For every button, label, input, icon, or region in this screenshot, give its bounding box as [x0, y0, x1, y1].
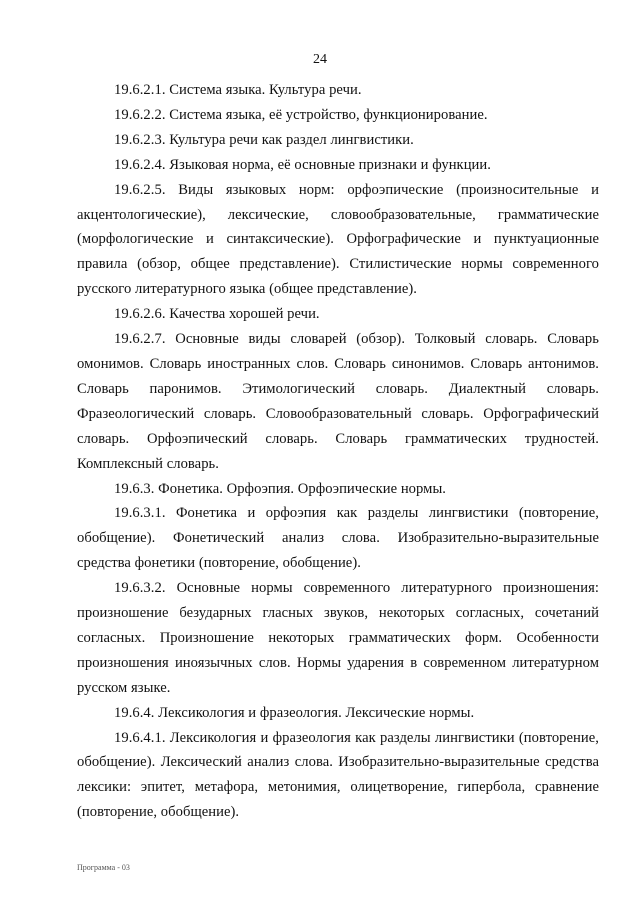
paragraph: 19.6.2.5. Виды языковых норм: орфоэпические (произносительные и акцентологические), лексические, словообразовательные, грамматические (морфологические и синтаксические). Орфографические и пунктуационные правила (обзор, общее представление). Стилистические нормы современного русского литературного языка (общее представление). — [77, 181, 599, 298]
paragraph: 19.6.4. Лексикология и фразеология. Лексические нормы. — [114, 704, 475, 721]
paragraph: 19.6.3.2. Основные нормы современного литературного произношения: произношение безударных гласных звуков, некоторых согласных, сочетаний согласных. Произношение некоторых грамматических форм. Особенности произношения иноязычных слов. Нормы ударения в современном литературном русском языке. — [77, 580, 599, 696]
document-body — [77, 78, 599, 825]
paragraph: 19.6.2.7. Основные виды словарей (обзор). Толковый словарь. Словарь омонимов. Словарь иностранных слов. Словарь синонимов. Словарь антонимов. Словарь паронимов. Этимологический словарь. Диалектный словарь. Фразеологический словарь. Словообразовательный словарь. Орфографический словарь. Орфоэпический словарь. Словарь грамматических трудностей. Комплексный словарь. — [77, 331, 599, 472]
paragraph: 19.6.2.4. Языковая норма, её основные признаки и функции. — [114, 156, 491, 173]
paragraph: 19.6.2.1. Система языка. Культура речи. — [114, 82, 362, 98]
paragraph: 19.6.3. Фонетика. Орфоэпия. Орфоэпические нормы. — [114, 480, 446, 497]
paragraph: 19.6.4.1. Лексикология и фразеология как разделы лингвистики (повторение, обобщение). Лексический анализ слова. Изобразительно-выразительные средства лексики: эпитет, метафора, метонимия, олицетворение, гипербола, сравнение (повторение, обобщение). — [77, 729, 599, 821]
footer-note: Программа - 03 — [77, 863, 130, 872]
paragraph: 19.6.2.3. Культура речи как раздел лингвистики. — [114, 131, 414, 148]
paragraph: 19.6.3.1. Фонетика и орфоэпия как разделы лингвистики (повторение, обобщение). Фонетический анализ слова. Изобразительно-выразительные средства фонетики (повторение, обобщение). — [77, 505, 599, 572]
paragraph: 19.6.2.2. Система языка, её устройство, функционирование. — [114, 106, 488, 123]
page-number: 24 — [313, 52, 327, 67]
paragraph: 19.6.2.6. Качества хорошей речи. — [114, 306, 320, 323]
